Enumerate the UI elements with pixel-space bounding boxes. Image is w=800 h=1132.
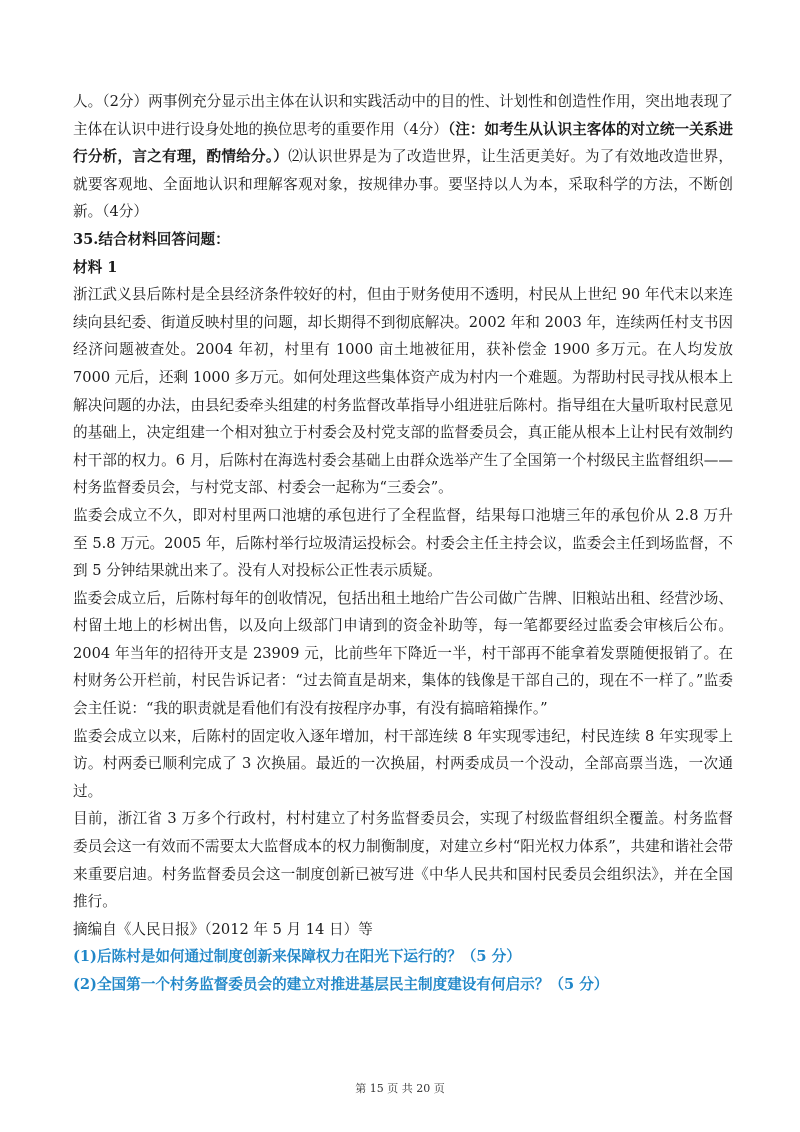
material-paragraph: 监委会成立后，后陈村每年的创收情况，包括出租土地给广告公司做广告牌、旧粮站出租、经营沙场、村留土地上的杉树出售，以及向上级部门申请到的资金补助等，每一笔都要经过监委会审核后公布。2004 年当年的招待开支是 23909 元，比前些年下降近一半，村干部再不能拿着发票随便报销了。在村财务公开栏前，村民告诉记者：“过去简直是胡来，集体的钱像是干部自己的，现在不一样了。”监委会主任说：“我的职责就是看他们有没有按程序办事，有没有搞暗箱操作。” [73,589,733,718]
page-content [73,88,733,999]
question-35-2: (2)全国第一个村务监督委员会的建立对推进基层民主制度建设有何启示？（5 分） [73,976,609,993]
answer-34-part2: ⑵认识世界是为了改造世界，让生活更美好。为了有效地改造世界，就要客观地、全面地认识和理解客观对象，按规律办事。要坚持以人为本，采取科学的方法，不断创新。（4分） [73,148,733,221]
material-label: 材料 1 [73,258,118,276]
material-paragraph: 监委会成立不久，即对村里两口池塘的承包进行了全程监督，结果每口池塘三年的承包价从 2.8 万升至 5.8 万元。2005 年，后陈村举行垃圾清运投标会。村委会主任主持会议，监委会主任到场监督，不到 5 分钟结果就出来了。没有人对投标公正性表示质疑。 [73,506,733,580]
answer-34-note: （注：如考生从认识主客体的对立统一关系进行分析，言之有理，酌情给分。） [73,120,733,166]
material-paragraph: 监委会成立以来，后陈村的固定收入逐年增加，村干部连续 8 年实现零违纪，村民连续 8 年实现零上访。村两委已顺利完成了 3 次换届。最近的一次换届，村两委成员一个没动，全部高票当选，一次通过。 [73,727,733,800]
answer-34-paragraph [73,88,733,226]
material-paragraph: 浙江武义县后陈村是全县经济条件较好的村，但由于财务使用不透明，村民从上世纪 90 年代末以来连续向县纪委、街道反映村里的问题，却长期得不到彻底解决。2002 年和 2003 年，连续两任村支书因经济问题被查处。2004 年初，村里有 1000 亩土地被征用，获补偿金 1900 多万元。在人均发放 7000 元后，还剩 1000 多万元。如何处理这些集体资产成为村内一个难题。为帮助村民寻找从根本上解决问题的办法，由县纪委牵头组建的村务监督改革指导小组进驻后陈村。指导组在大量听取村民意见的基础上，决定组建一个相对独立于村委会及村党支部的监督委员会，真正能从根本上让村民有效制约村干部的权力。6 月，后陈村在海选村委会基础上由群众选举产生了全国第一个村级民主监督组织——村务监督委员会，与村党支部、村委会一起称为“三委会”。 [73,286,733,497]
page-number-footer: 第 15 页 共 20 页 [355,1082,445,1095]
material-paragraph: 目前，浙江省 3 万多个行政村，村村建立了村务监督委员会，实现了村级监督组织全覆盖。村务监督委员会这一有效而不需要太大监督成本的权力制衡制度，对建立乡村“阳光权力体系”，共建和谐社会带来重要启迪。村务监督委员会这一制度创新已被写进《中华人民共和国村民委员会组织法》，并在全国推行。 [73,810,733,911]
answer-34-part1: 人。（2分）两事例充分显示出主体在认识和实践活动中的目的性、计划性和创造性作用，突出地表现了主体在认识中进行设身处地的换位思考的重要作用（4分） [73,93,733,138]
material-source: 摘编自《人民日报》（2012 年 5 月 14 日）等 [73,920,373,938]
question-35-heading: 35.结合材料回答问题： [73,230,230,248]
question-35-1: (1)后陈村是如何通过制度创新来保障权力在阳光下运行的？（5 分） [73,948,521,966]
